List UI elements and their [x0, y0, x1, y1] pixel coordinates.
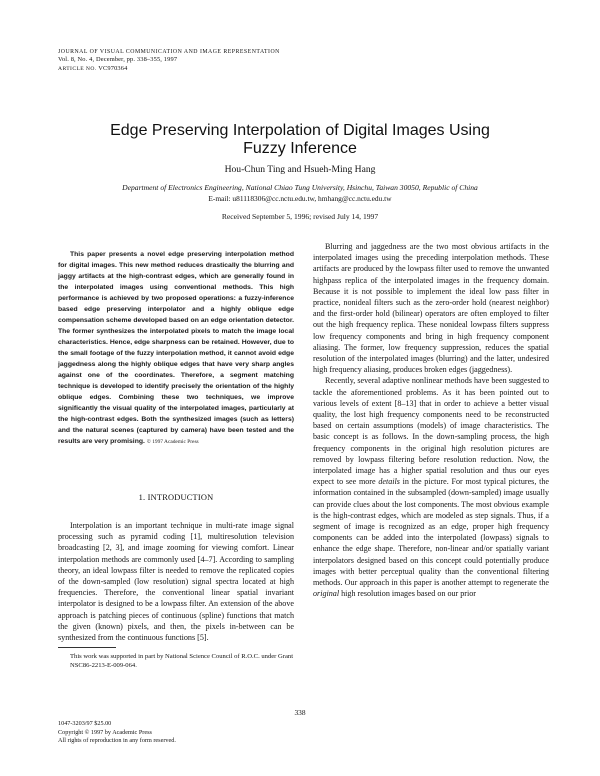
received-dates: Received September 5, 1996; revised July 14, 1997 — [221, 212, 379, 221]
copyright-line: Copyright © 1997 by Academic Press — [58, 728, 152, 736]
author-email: E-mail: u81118306@cc.nctu.edu.tw, hmhang@cc.nctu.edu.tw — [208, 194, 392, 203]
journal-name: JOURNAL OF VISUAL COMMUNICATION AND IMAGE REPRESENTATION — [58, 49, 280, 55]
right-paragraph-2-part-b: in the picture. For most typical pictures, the information contained in the subsampled (down-sampled) image usually can provide clues about the lost components. The most obvious example is the high-contrast edges, which are modeled as step signals. Thus, if a segment of image is recognized as an edge, proper high frequency components can be added into the interpolated (lowpass) signals to enhance the edge shape. Therefore, non-linear and/or spatially variant interpolators designed based on this concept could potentially produce images with better perceptual quality than the conventional filtering methods. Our approach in this paper is another attempt to regenerate the — [313, 477, 549, 588]
paper-title — [0, 122, 600, 158]
abstract — [58, 249, 294, 448]
abstract-copyright: © 1997 Academic Press — [146, 439, 199, 445]
right-paragraph-1: Blurring and jaggedness are the two most obvious artifacts in the interpolated images using the preceding interpolation methods. These artifacts are produced by the lowpass filter used to remove the unwanted highpass replica of the interpolated images in the frequency domain. Because it is not possible to implement the ideal low pass filter in practice, nonideal filters such as the zero-order hold (nearest neighbor) and the first-order hold (bilinear) operators are often employed to filter out the high frequency replica. These nonideal lowpass filters suppress low frequency components and bring in high frequency component aliasing. The former, low frequency suppression, reduces the spatial resolution of the interpolated images (blurring) and the latter, undesired high frequency aliasing, produces broken edges (jaggedness). — [313, 242, 549, 375]
emphasis-details: details — [378, 477, 400, 487]
right-paragraph-2-part-a: Recently, several adaptive nonlinear methods have been suggested to tackle the aforementioned problems. As it has been pointed out to various levels of extent [8–13] that in order to achieve a better visual quality, the lost high frequency components need to be reconstructed based on certain assumptions (models) of image characteristics. The basic concept is as follows. In the down-sampling process, the high frequency components in the original high resolution pictures are removed by lowpass filtering before resolution reduction. Now, the interpolated image has a higher spatial resolution and thus our eyes expect to see more — [313, 376, 549, 487]
left-column — [58, 520, 294, 643]
rights-line: All rights of reproduction in any form reserved. — [58, 737, 176, 745]
article-label: ARTICLE NO. — [58, 65, 97, 72]
right-paragraph-2 — [313, 375, 549, 599]
emphasis-original: original — [313, 589, 340, 599]
copyright-block — [58, 720, 176, 746]
abstract-text: This paper presents a novel edge preserving interpolation method for digital images. This new method reduces drastically the blurring and jaggy artifacts at the high-contrast edges, which are generally found in the interpolated images using conventional methods. This high performance is achieved by two proposed operations: a fuzzy-inference based edge preserving interpolator and a highly oblique edge compensation scheme developed based on an edge orientation detector. The former synthesizes the interpolated pixels to match the image local characteristics. Hence, edge sharpness can be retained. However, due to the small footage of the fuzzy interpolation method, it cannot avoid edge jaggedness along the highly oblique edges that have very sharp angles against one of the coordinates. Therefore, a segment matching technique is developed to identify precisely the orientation of the highly oblique edges. Combining these two techniques, we improve significantly the visual quality of the interpolated images, particularly at the high-contrast edges. Both the synthesized images (such as letters) and the natural scenes (captured by camera) have been tested and the results are very promising. — [58, 251, 294, 445]
intro-paragraph: Interpolation is an important technique in multi-rate image signal processing such as pyramid coding [1], multiresolution television broadcasting [2, 3], and image zooming for viewing comfort. Linear interpolation methods are commonly used [4–7]. According to sampling theory, an ideal lowpass filter is needed to remove the replicated copies of the down-sampled (low resolution) signal spectra located at high frequencies. Therefore, the conventional linear spatial invariant interpolator is designed to be a lowpass filter. An extension of the above approach is patching pieces of continuous (spline) functions that match the given (known) pixels, and then, the pixels in-between can be synthesized from the continuous functions [5]. — [58, 521, 294, 643]
affiliation: Department of Electronics Engineering, National Chiao Tung University, Hsinchu, Taiwan 30050, Republic of China — [122, 183, 478, 192]
authors: Hou-Chun Ting and Hsueh-Ming Hang — [224, 164, 376, 175]
paper-title-line-2: Fuzzy Inference — [243, 140, 357, 157]
price-code: 1047-3203/97 $25.00 — [58, 720, 112, 727]
right-paragraph-2-part-c: high resolution images based on our prior — [339, 589, 476, 599]
section-heading-introduction: 1. INTRODUCTION — [138, 493, 214, 502]
paper-title-line-1: Edge Preserving Interpolation of Digital Images Using — [110, 122, 490, 139]
footnote-rule — [58, 647, 116, 648]
right-column — [313, 241, 549, 600]
journal-header — [58, 48, 280, 73]
journal-volume: Vol. 8, No. 4, December, pp. 338–355, 1997 — [58, 56, 178, 64]
footnote: This work was supported in part by National Science Council of R.O.C. under Grant NSC86-2213-E-009-064. — [70, 653, 294, 669]
article-number: VC970364 — [98, 64, 128, 72]
page-number: 338 — [294, 708, 306, 717]
